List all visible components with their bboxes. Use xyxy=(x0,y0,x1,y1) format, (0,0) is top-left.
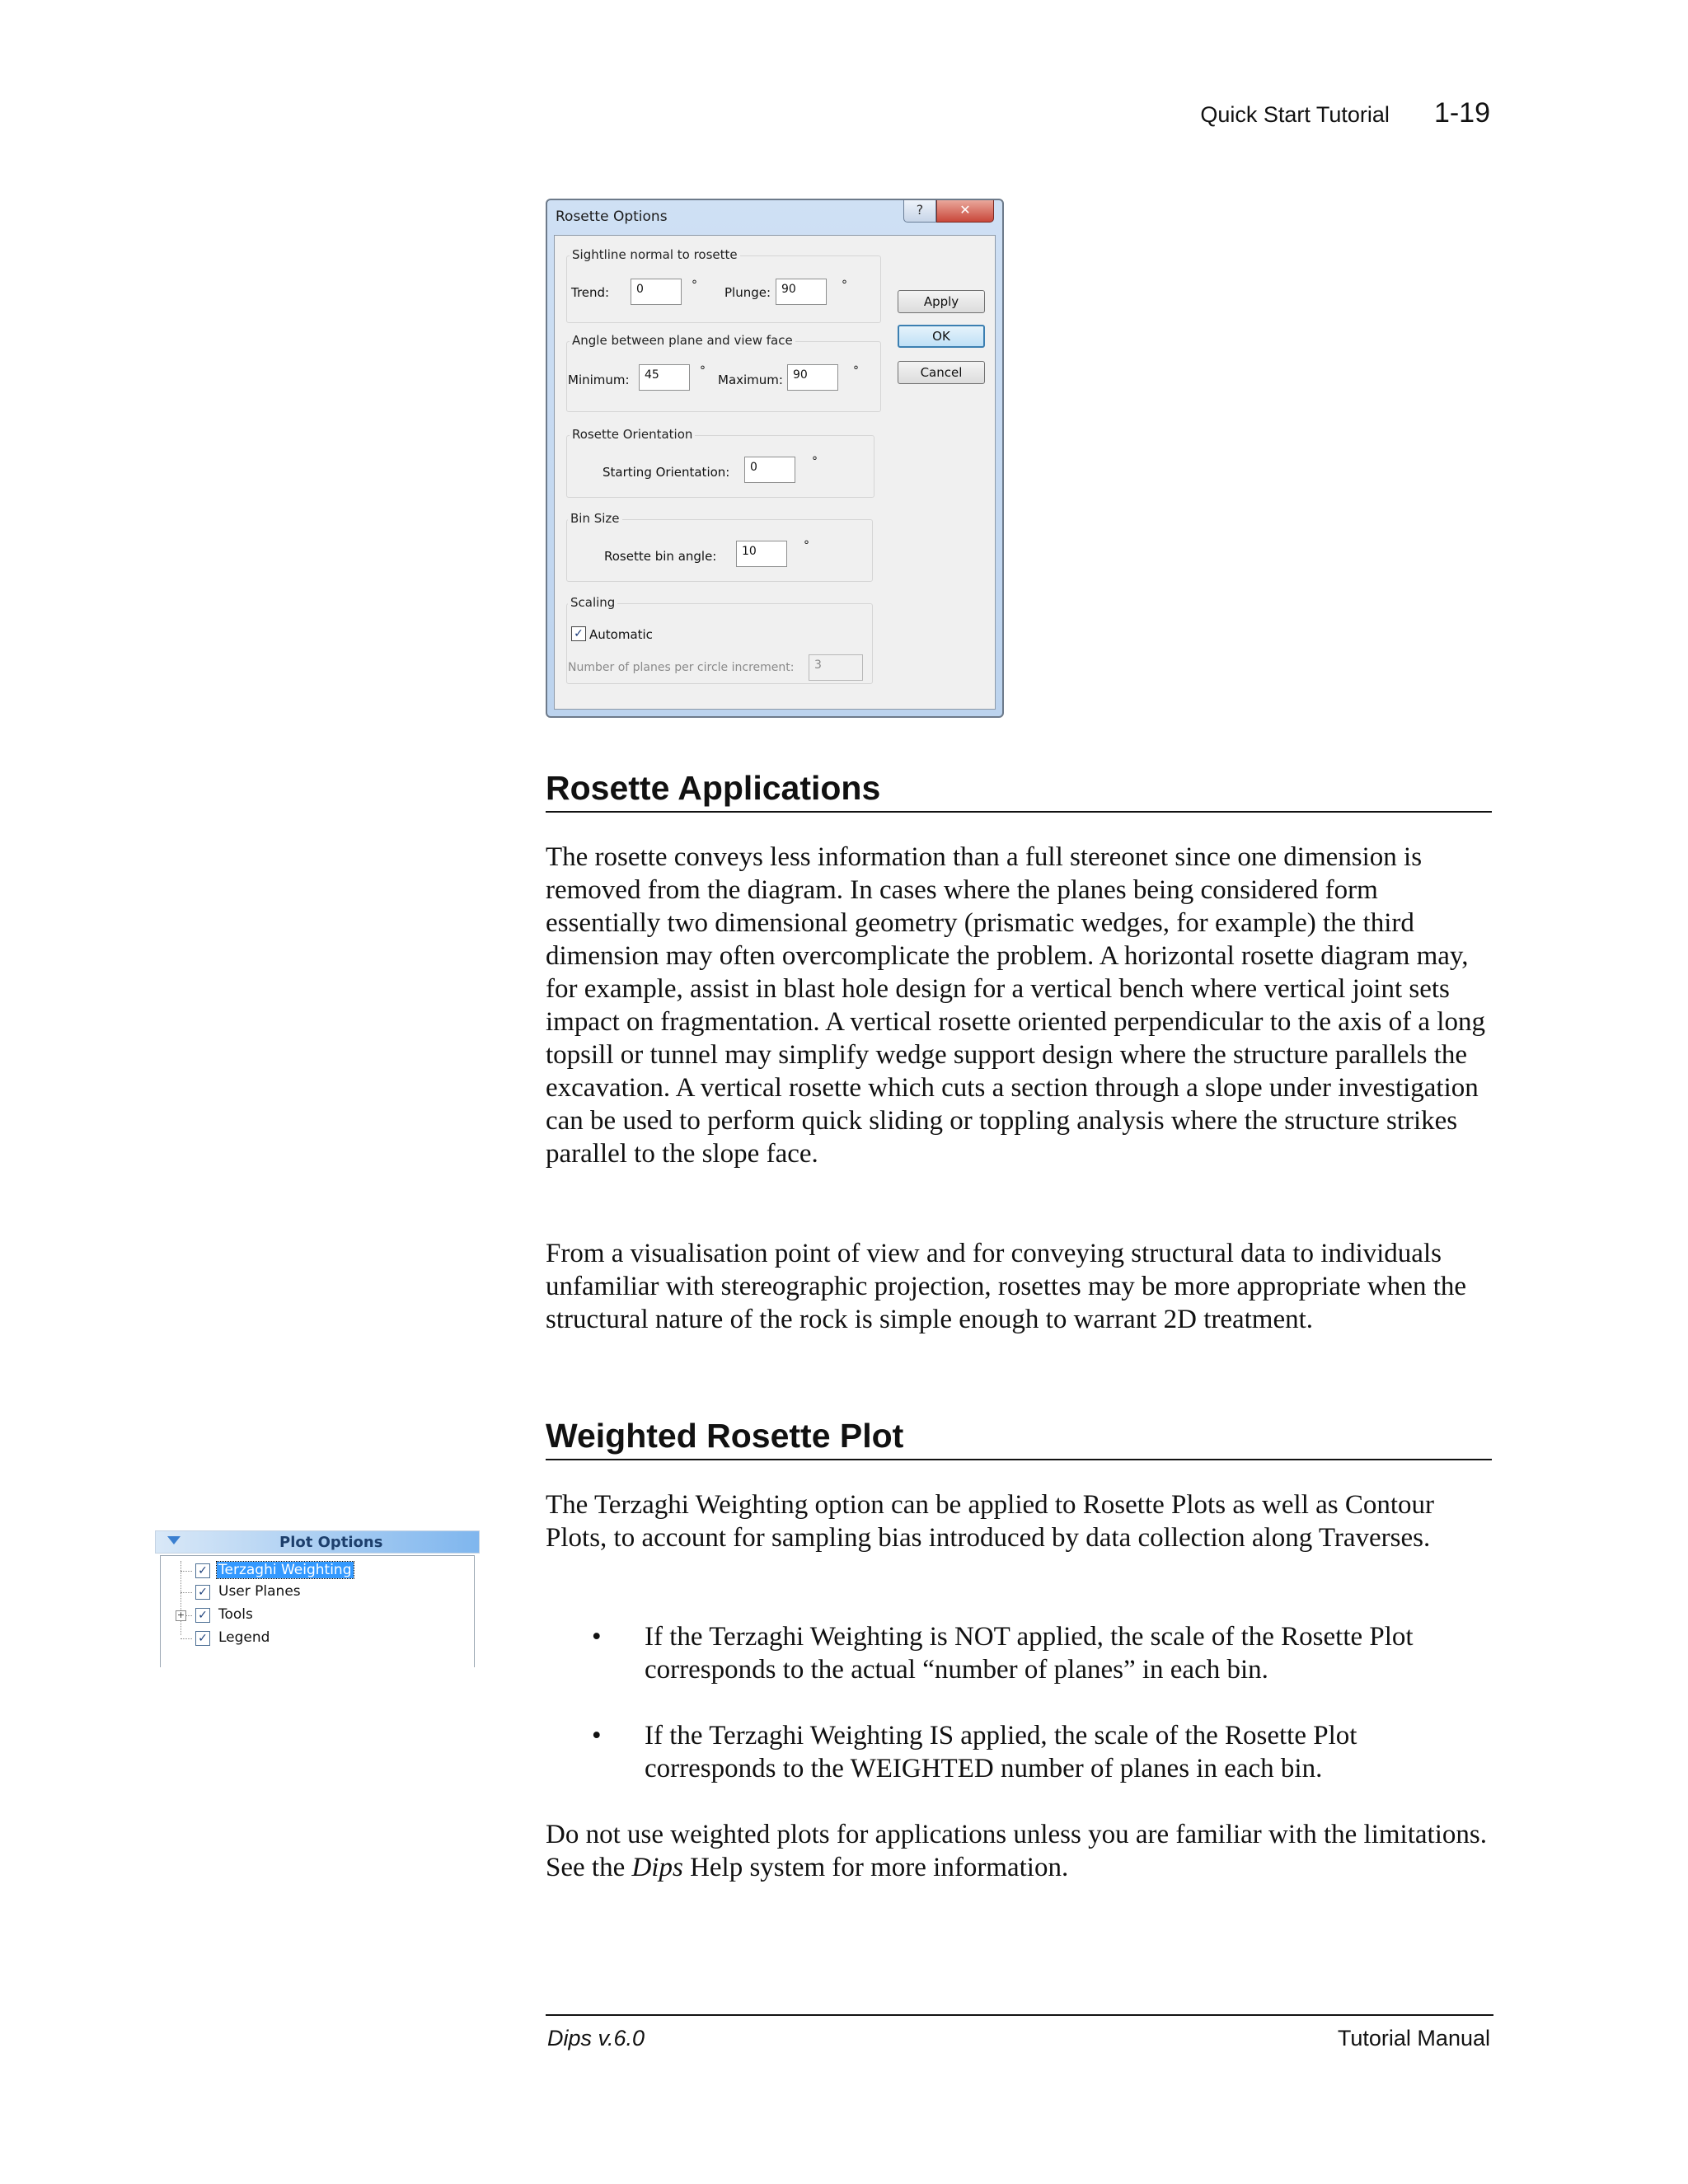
starting-orientation-input[interactable]: 0 xyxy=(744,457,795,483)
orientation-group-label: Rosette Orientation xyxy=(570,427,695,442)
trend-input[interactable]: 0 xyxy=(631,279,682,305)
starting-orientation-degree: ° xyxy=(812,455,818,468)
header-page-number: 1-19 xyxy=(1433,97,1490,129)
trend-degree: ° xyxy=(692,279,697,292)
scaling-group-label: Scaling xyxy=(568,595,617,610)
bin-size-group-label: Bin Size xyxy=(568,511,622,526)
tree-branch-line xyxy=(181,1592,192,1593)
starting-orientation-label: Starting Orientation: xyxy=(603,465,730,480)
maximum-label: Maximum: xyxy=(718,373,783,387)
weighted-rosette-closing xyxy=(546,1818,1493,1884)
ok-button[interactable]: OK xyxy=(898,325,985,348)
tree-branch-line xyxy=(181,1571,192,1572)
footer-manual-title: Tutorial Manual xyxy=(1337,2026,1490,2050)
plot-options-tree xyxy=(160,1555,475,1667)
rosette-applications-paragraph-2: From a visualisation point of view and for conveying structural data to individuals unfamiliar with stereographic projection, rosettes may be more appropriate when the structural nature of the rock is simple enough to warrant 2D treatment. xyxy=(546,1239,1467,1334)
plunge-degree: ° xyxy=(842,279,847,292)
legend-label[interactable]: Legend xyxy=(218,1629,270,1646)
rosette-applications-paragraph-1: The rosette conveys less information than a full stereonet since one dimension is removed from the diagram. In cases where the planes being considered form essentially two dimensional geometry (prismatic wedges, for example) the third dimension may often overcomplicate the problem. A horizontal rosette diagram may, for example, assist in blast hole design for a vertical bench where vertical joint sets impact on fragmentation. A vertical rosette oriented perpendicular to the axis of a long topsill or tunnel may simplify wedge support design where the structure parallels the excavation. A vertical rosette which cuts a section through a slope under investigation can be used to perform quick sliding or toppling analysis where the structure strikes parallel to the slope face. xyxy=(546,842,1485,1169)
trend-label: Trend: xyxy=(571,285,610,300)
tools-label[interactable]: Tools xyxy=(218,1606,253,1623)
plunge-input[interactable]: 90 xyxy=(776,279,827,305)
help-icon[interactable]: ? xyxy=(903,200,936,223)
bullet-marker-1: • xyxy=(592,1622,602,1652)
bin-angle-label: Rosette bin angle: xyxy=(604,549,717,564)
page-header xyxy=(1200,97,1490,129)
user-planes-checkbox[interactable]: ✓ xyxy=(195,1585,210,1600)
minimum-label: Minimum: xyxy=(568,373,630,387)
closing-text-pre: Do not use weighted plots for applications unless you are familiar with the limitations. See the xyxy=(546,1820,1487,1882)
expand-plus-icon[interactable]: + xyxy=(176,1610,185,1620)
tree-branch-line xyxy=(185,1615,192,1616)
planes-per-circle-input[interactable]: 3 xyxy=(809,654,863,681)
closing-text-post: Help system for more information. xyxy=(682,1853,1069,1882)
plunge-label: Plunge: xyxy=(724,285,771,300)
footer-rule xyxy=(546,2014,1493,2016)
sightline-group xyxy=(566,255,881,323)
apply-button[interactable]: Apply xyxy=(898,290,985,313)
dialog-titlebar xyxy=(547,200,1002,235)
dialog-title: Rosette Options xyxy=(556,209,668,225)
automatic-label: Automatic xyxy=(589,627,653,642)
plot-options-title: Plot Options xyxy=(279,1534,383,1551)
bullet-text-2: If the Terzaghi Weighting IS applied, the scale of the Rosette Plot corresponds to the WEIGHTED number of planes in each bin. xyxy=(645,1721,1357,1783)
maximum-input[interactable]: 90 xyxy=(787,364,838,391)
minimum-input[interactable]: 45 xyxy=(639,364,690,391)
automatic-checkbox[interactable]: ✓ xyxy=(571,626,586,641)
plot-options-panel xyxy=(155,1530,480,1667)
tree-branch-line xyxy=(181,1638,192,1639)
bullet-marker-2: • xyxy=(592,1721,602,1750)
plot-options-header[interactable] xyxy=(155,1530,480,1554)
bin-angle-degree: ° xyxy=(804,539,809,552)
rosette-applications-heading: Rosette Applications xyxy=(546,768,1492,813)
weighted-rosette-intro: The Terzaghi Weighting option can be applied to Rosette Plots as well as Contour Plots, to account for sampling bias introduced by data collection along Traverses. xyxy=(546,1490,1435,1553)
bin-angle-input[interactable]: 10 xyxy=(736,541,787,567)
close-icon[interactable]: ✕ xyxy=(936,200,994,223)
sightline-group-label: Sightline normal to rosette xyxy=(570,247,740,262)
tools-checkbox[interactable]: ✓ xyxy=(195,1608,210,1623)
closing-text-dips: Dips xyxy=(631,1853,683,1882)
collapse-arrow-icon[interactable] xyxy=(167,1536,181,1544)
bullet-text-1: If the Terzaghi Weighting is NOT applied, the scale of the Rosette Plot corresponds to the actual “number of planes” in each bin. xyxy=(645,1622,1414,1685)
maximum-degree: ° xyxy=(853,364,859,377)
weighted-rosette-heading: Weighted Rosette Plot xyxy=(546,1416,1492,1460)
planes-per-circle-label: Number of planes per circle increment: xyxy=(568,661,795,674)
dialog-client-area xyxy=(554,235,996,710)
minimum-degree: ° xyxy=(700,364,706,377)
terzaghi-weighting-label[interactable]: Terzaghi Weighting xyxy=(218,1562,352,1578)
legend-checkbox[interactable]: ✓ xyxy=(195,1631,210,1646)
header-section-title: Quick Start Tutorial xyxy=(1200,102,1390,127)
cancel-button[interactable]: Cancel xyxy=(898,361,985,384)
terzaghi-weighting-checkbox[interactable]: ✓ xyxy=(195,1563,210,1578)
angle-group-label: Angle between plane and view face xyxy=(570,333,795,348)
footer-product-version: Dips v.6.0 xyxy=(547,2026,645,2050)
user-planes-label[interactable]: User Planes xyxy=(218,1583,301,1600)
rosette-options-dialog xyxy=(546,199,1004,718)
